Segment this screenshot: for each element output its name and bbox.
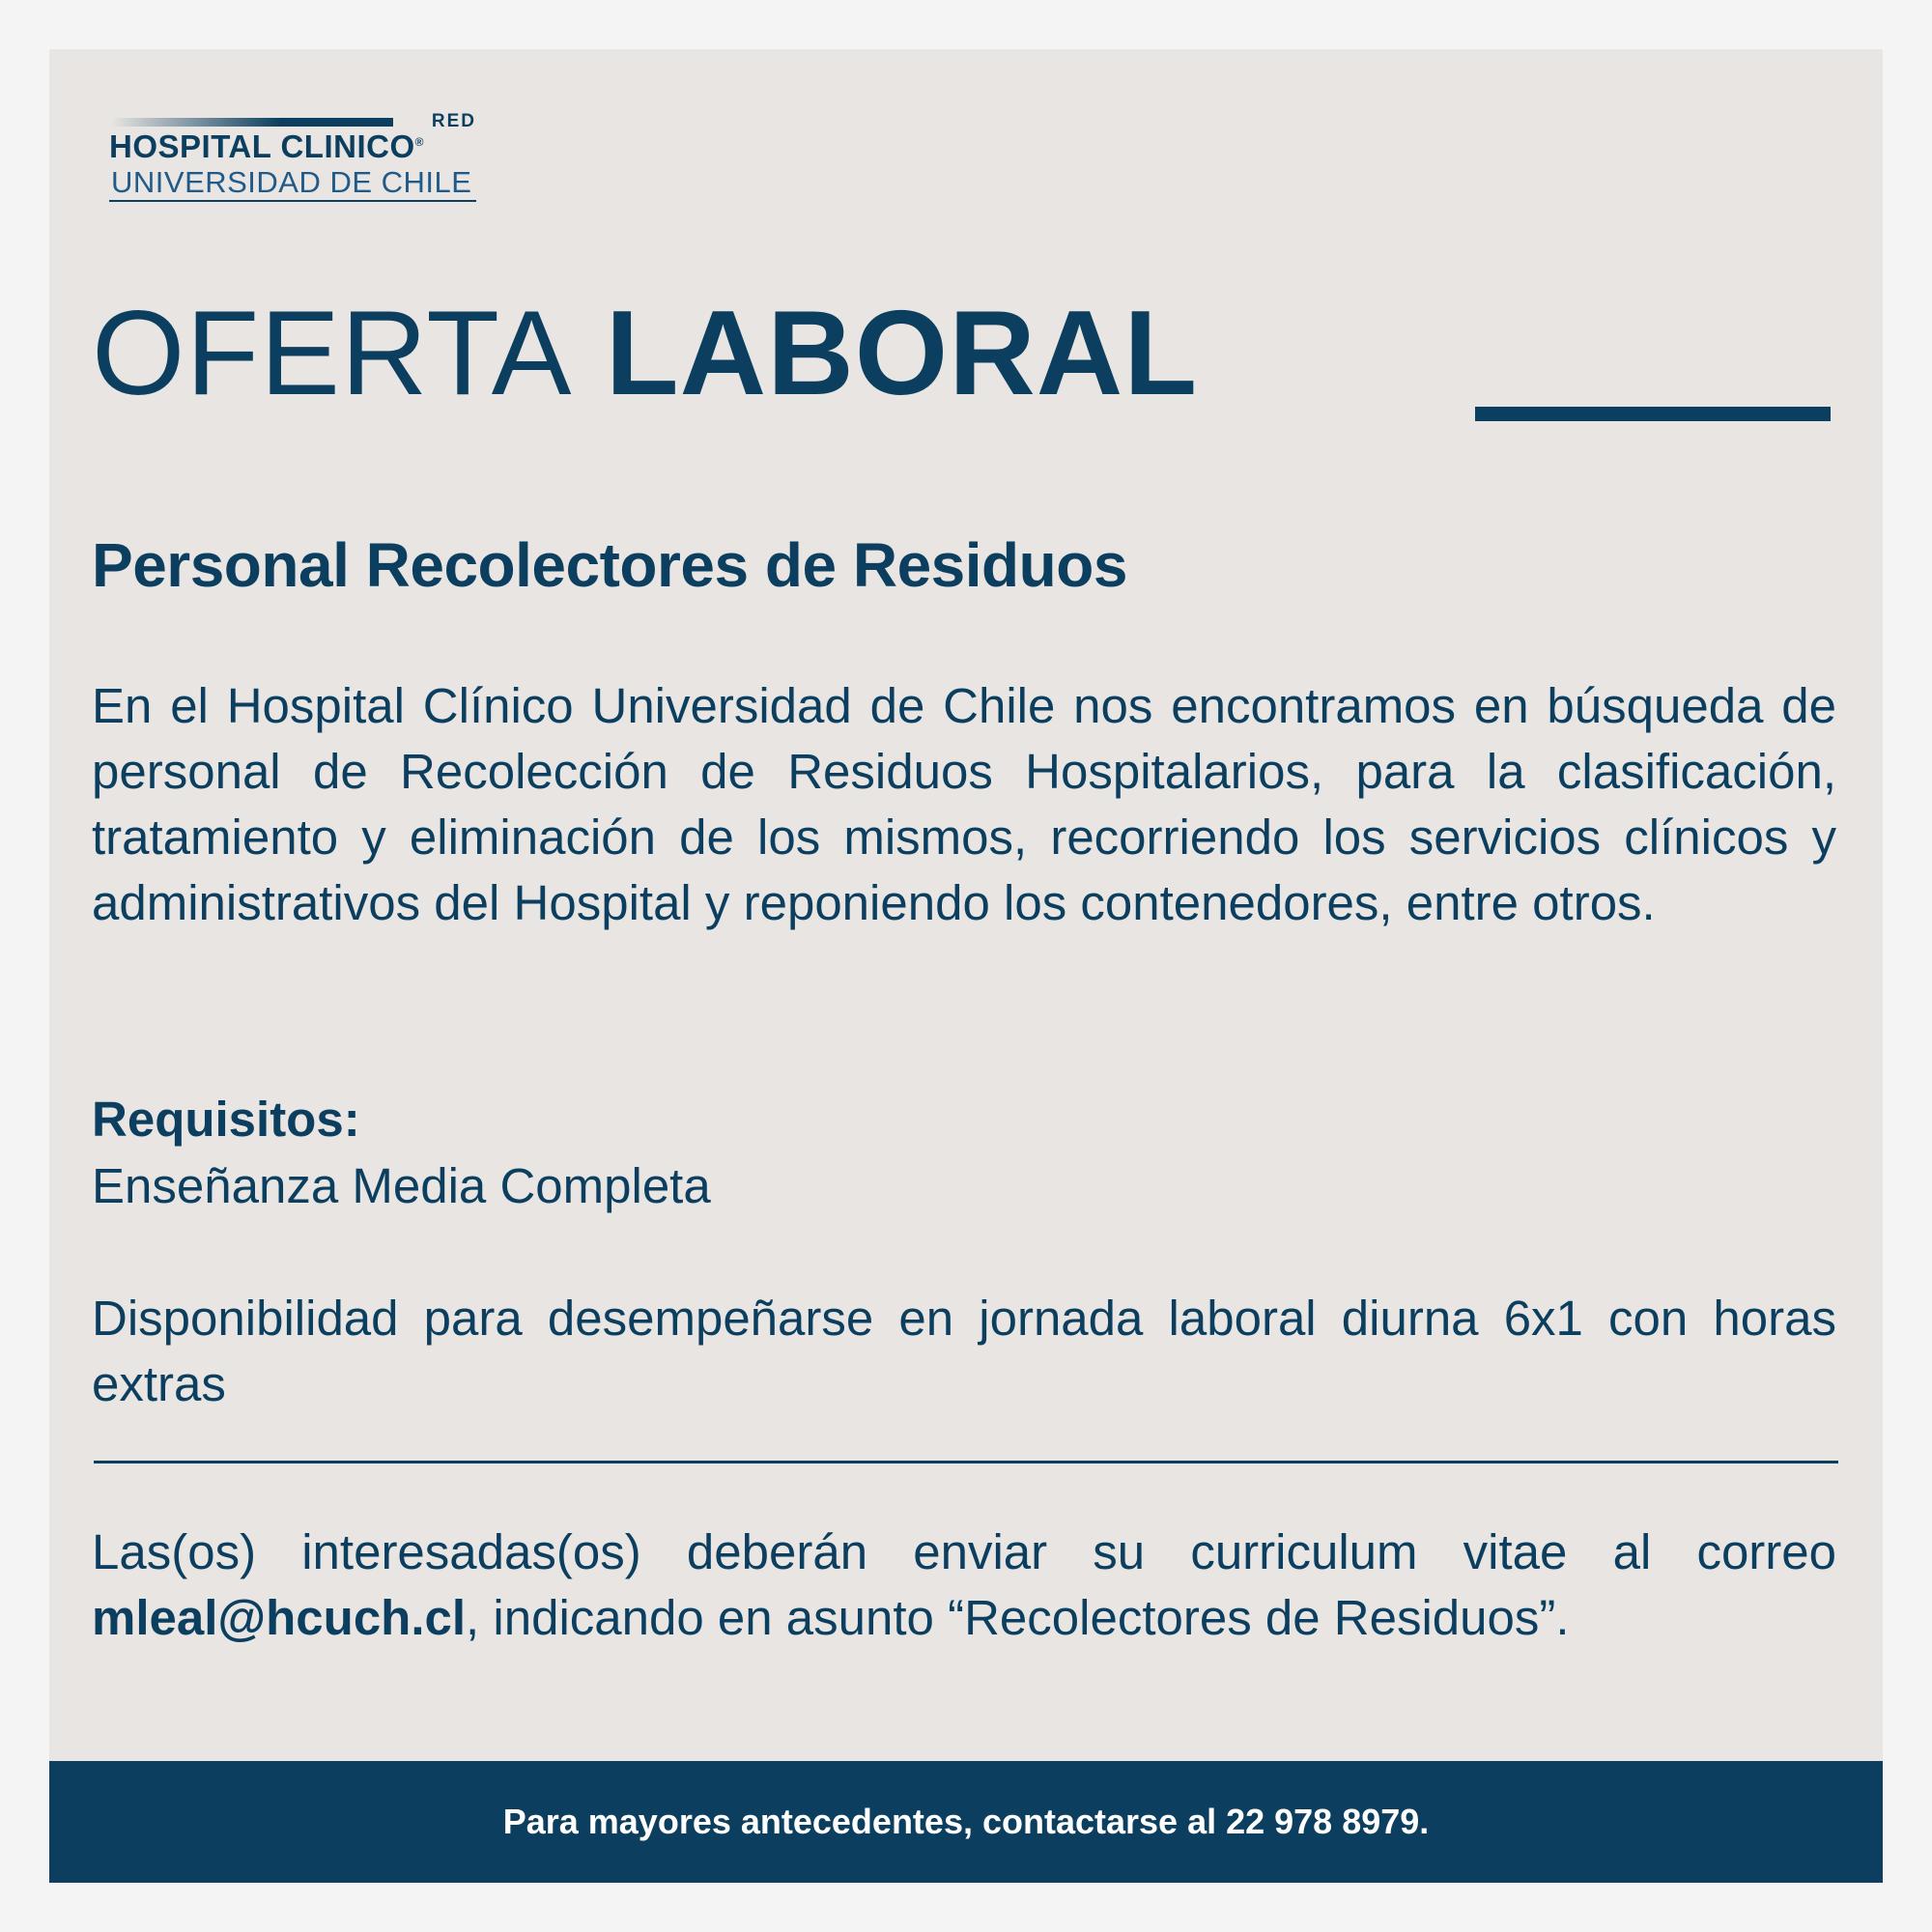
requirement-item: Disponibilidad para desempeñarse en jornada laboral diurna 6x1 con horas extras [92, 1291, 1836, 1411]
section-divider [94, 1461, 1838, 1463]
footer-contact-banner: Para mayores antecedentes, contactarse al 22 978 8979. [49, 1761, 1883, 1883]
hospital-logo [109, 111, 476, 204]
page-title [92, 286, 1198, 421]
logo-university-name: UNIVERSIDAD DE CHILE [111, 165, 472, 199]
logo-hospital-name: HOSPITAL CLINICO® [109, 128, 424, 164]
title-rule [1475, 407, 1831, 421]
job-position-title: Personal Recolectores de Residuos [92, 530, 1127, 600]
logo-underline [109, 200, 476, 202]
title-bold: LABORAL [605, 287, 1199, 420]
job-description: En el Hospital Clínico Universidad de Chile nos encontramos en búsqueda de personal de Recolección de Residuos Hospitalarios, para la clasificación, tratamiento y eliminación de los mismos, recorriendo los servicios clínicos y administrativos del Hospital y reponiendo los contenedores, entre otros. [92, 678, 1836, 930]
application-instructions: Las(os) interesadas(os) deberán enviar su curriculum vitae al correo mleal@hcuch.cl, indicando en asunto “Recolectores de Residuos”. [92, 1524, 1836, 1645]
contact-email[interactable]: mleal@hcuch.cl [92, 1590, 467, 1645]
requirement-item: Enseñanza Media Completa [92, 1158, 711, 1213]
job-offer-card [49, 49, 1883, 1883]
requirements-heading: Requisitos: [92, 1092, 360, 1147]
title-light: OFERTA [92, 287, 573, 420]
logo-red-label: RED [431, 111, 476, 131]
logo-bar [111, 118, 393, 127]
